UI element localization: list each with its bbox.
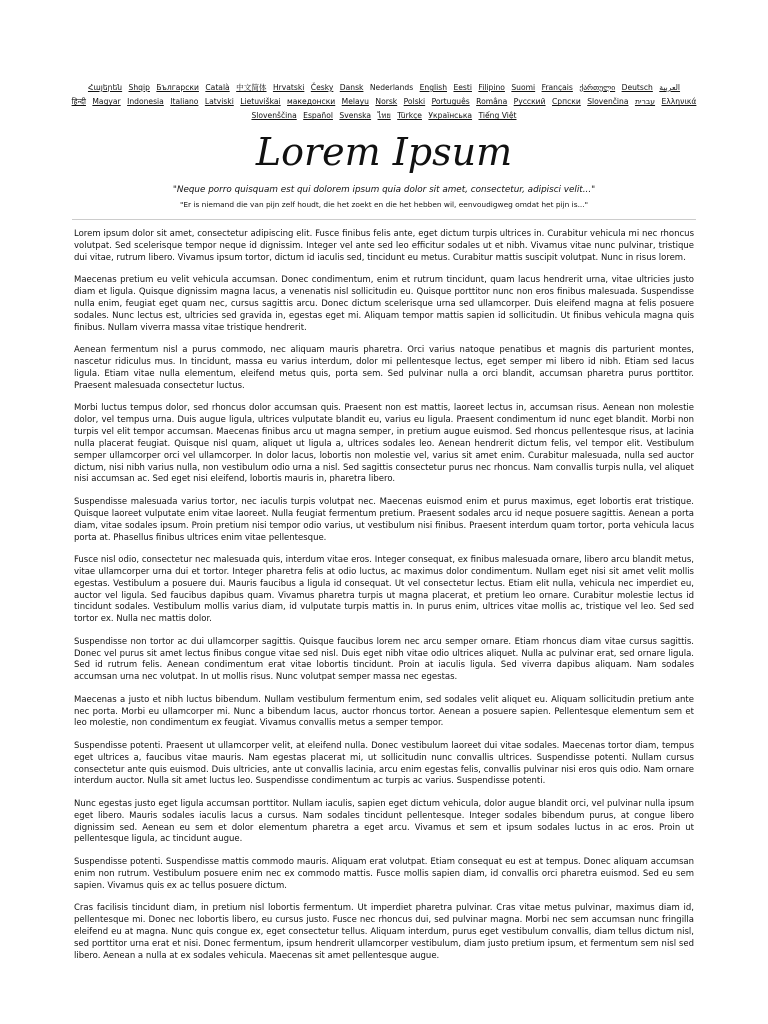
language-link[interactable]: Português	[431, 97, 470, 107]
language-link[interactable]: ‫العربية	[659, 83, 681, 92]
language-link[interactable]: Українська	[428, 111, 473, 121]
language-link[interactable]: Slovenčina	[587, 97, 629, 107]
language-link[interactable]: македонски	[287, 97, 336, 107]
language-link[interactable]: Հայերեն	[87, 83, 123, 92]
language-link[interactable]: Eesti	[453, 83, 472, 92]
language-link[interactable]: Latviski	[204, 97, 234, 107]
language-link[interactable]: Shqip	[128, 83, 150, 92]
lorem-paragraph: Suspendisse non tortor ac dui ullamcorper sagittis. Quisque faucibus lorem nec arcu semper ornare. Etiam rhoncus diam vitae cursus sagittis. Donec vel purus sit amet lectus finibus congue vitae sed nisl. Duis eget nibh vitae odio ultrices aliquet. Nulla ac pulvinar erat, sed ornare ligula. Sed id rutrum felis. Aenean condimentum erat vitae lobortis tincidunt. Proin at iaculis ligula. Sed viverra dapibus aliquam. Nam sodales accumsan urna nec volutpat. In ut mollis risus. Nunc volutpat semper massa nec egestas.	[74, 636, 694, 683]
language-link[interactable]: Français	[541, 83, 573, 92]
lorem-paragraph: Maecenas pretium eu velit vehicula accumsan. Donec condimentum, enim et rutrum tincidunt, quam lacus hendrerit urna, vitae ultricies justo diam et ligula. Quisque dignissim magna lacus, a venenatis nisl sollicitudin eu. Quisque porttitor nunc non eros finibus malesuada. Suspendisse nulla enim, feugiat eget quam nec, cursus sagittis arcu. Donec dictum scelerisque urna sed ullamcorper. Duis eleifend magna at felis posuere sodales. Nunc lectus est, ultricies sed gravida in, egestas eget mi. Aliquam tempor mattis sapien id sollicitudin. Ut finibus vehicula magna quis finibus. Nullam viverra massa vitae tristique hendrerit.	[74, 275, 694, 333]
language-link[interactable]: Türkçe	[397, 111, 422, 121]
language-link[interactable]: ქართული	[579, 83, 616, 92]
language-link[interactable]: Česky	[310, 83, 334, 92]
lorem-paragraph: Morbi luctus tempus dolor, sed rhoncus dolor accumsan quis. Praesent non est mattis, laoreet lectus in, accumsan risus. Aenean non molestie dolor, vel tempus urna. Duis augue ligula, ultrices vulputate blandit eu, varius eu ligula. Praesent condimentum id nunc eget blandit. Morbi non turpis vel elit tempor accumsan. Maecenas finibus arcu ut magna semper, in pretium augue euismod. Sed rhoncus pellentesque risus, at lacinia nulla placerat feugiat. Quisque nisl quam, aliquet ut ligula a, ultrices sodales leo. Aenean hendrerit dictum felis, vel tempor elit. Vestibulum semper ullamcorper orci vel ullamcorper. In dolor lacus, lobortis non molestie vel, varius sit amet enim. Curabitur malesuada, nulla sed auctor dictum, nisi nibh varius nulla, non vestibulum odio urna a nisl. Sed sagittis consectetur purus nec rhoncus. Nam convallis turpis nulla, vel aliquet nisi accumsan ac. Sed eget nisi eleifend, lobortis mauris in, pharetra libero.	[74, 403, 694, 485]
lorem-paragraph: Aenean fermentum nisl a purus commodo, nec aliquam mauris pharetra. Orci varius natoque penatibus et magnis dis parturient montes, nascetur ridiculus mus. In tincidunt, massa eu varius interdum, dolor mi pellentesque lectus, eget semper mi libero id nibh. Etiam sed lacus ligula. Etiam vitae nulla elementum, eleifend metus quis, porta sem. Sed pulvinar nulla a orci blandit, accumsan pharetra purus porttitor. Praesent malesuada consectetur luctus.	[74, 345, 694, 391]
lorem-paragraph: Fusce nisl odio, consectetur nec malesuada quis, interdum vitae eros. Integer consequat, ex finibus malesuada ornare, libero arcu blandit metus, vitae ullamcorper urna dui et tortor. Integer pharetra felis at odio luctus, ac maximus dolor condimentum. Nullam eget nisi sit amet velit mollis egestas. Vestibulum a posuere dui. Mauris faucibus a ligula id consequat. Ut vel consectetur lectus. Etiam elit nulla, vehicula nec imperdiet eu, auctor vel ligula. Sed faucibus dapibus quam. Vivamus pharetra turpis ut magna placerat, et pretium leo ornare. Curabitur molestie lectus id tincidunt sodales. Vestibulum mollis varius diam, id vulputate turpis mattis in. In purus enim, ultrices vitae mollis ac, tristique vel leo. Sed sed tortor ex. Nulla nec mattis dolor.	[74, 554, 694, 625]
lorem-content	[74, 229, 694, 973]
lorem-paragraph: Suspendisse malesuada varius tortor, nec iaculis turpis volutpat nec. Maecenas euismod enim et purus maximus, eget lobortis erat tristique. Quisque laoreet vulputate enim vitae laoreet. Nulla feugiat fermentum pretium. Praesent sodales arcu id neque posuere sagittis. Aenean a porta diam, vitae sodales ipsum. Proin pretium nisi tempor odio varius, ut vestibulum nisi finibus. Praesent interdum quam tortor, porta vehicula lacus porta at. Phasellus finibus ultrices enim vitae pellentesque.	[74, 496, 694, 543]
lorem-paragraph: Maecenas a justo et nibh luctus bibendum. Nullam vestibulum fermentum enim, sed sodales velit aliquet eu. Aliquam sollicitudin pretium ante nec porta. Morbi eu ullamcorper mi. Nunc a bibendum lacus, auctor rhoncus tortor. Aenean a posuere sapien. Pellentesque elementum sem et leo molestie, non condimentum ex feugiat. Vivamus convallis metus a semper tempor.	[74, 694, 694, 729]
language-link[interactable]: Español	[303, 111, 333, 121]
language-link[interactable]: Italiano	[170, 97, 199, 107]
language-link[interactable]: Româna	[476, 97, 508, 107]
language-link[interactable]: Suomi	[511, 83, 536, 92]
language-link[interactable]: Magyar	[92, 97, 121, 107]
language-link[interactable]: Català	[205, 83, 230, 92]
latin-quote: "Neque porro quisquam est qui dolorem ipsum quia dolor sit amet, consectetur, adipisci velit..."	[172, 185, 596, 195]
language-link[interactable]: Български	[156, 83, 199, 92]
page-title: Lorem Ipsum	[255, 130, 513, 174]
language-link[interactable]: Pyccкий	[513, 97, 546, 107]
language-link[interactable]: Melayu	[341, 97, 369, 107]
language-link[interactable]: Deutsch	[621, 83, 653, 92]
language-link[interactable]: Norsk	[375, 97, 398, 107]
language-link[interactable]: ‫עברית	[634, 97, 656, 107]
lorem-paragraph: Suspendisse potenti. Praesent ut ullamcorper velit, at eleifend nulla. Donec vestibulum laoreet dui vitae sodales. Maecenas tortor diam, tempus eget ultrices a, faucibus vitae mauris. Nam egestas placerat mi, ut sollicitudin nunc convallis ultrices. Suspendisse potenti. Nullam cursus consectetur ante quis euismod. Duis ultricies, ante ut convallis lacinia, arcu enim egestas felis, convallis pulvinar nisi eros quis odio. Nam ornare interdum auctor. Nulla sit amet luctus leo. Suspendisse condimentum ac turpis ac varius. Suspendisse potenti.	[74, 740, 694, 787]
quote-translation: "Er is niemand die van pijn zelf houdt, die het zoekt en die het hebben wil, eenvoudigweg omdat het pijn is..."	[179, 200, 589, 209]
lorem-paragraph: Cras facilisis tincidunt diam, in pretium nisl lobortis fermentum. Ut imperdiet pharetra pulvinar. Cras vitae metus pulvinar, maximus diam id, pellentesque mi. Donec nec lobortis libero, eu cursus justo. Fusce nec rhoncus dui, sed pulvinar magna. Morbi nec sem accumsan nunc fringilla eleifend eu at magna. Nunc quis congue ex, eget consectetur tellus. Aliquam interdum, purus eget vestibulum convallis, diam tellus dictum nisl, sed porttitor urna erat et nisi. Donec fermentum, ipsum hendrerit ullamcorper vestibulum, diam justo pretium ipsum, et fermentum sem nisl sed libero. Aenean a nulla at ex sodales vehicula. Maecenas sit amet pellentesque augue.	[74, 902, 694, 961]
language-link[interactable]: ไทย	[377, 111, 391, 121]
language-link[interactable]: English	[419, 83, 448, 92]
lorem-paragraph: Suspendisse potenti. Suspendisse mattis commodo mauris. Aliquam erat volutpat. Etiam consequat eu est at tempus. Donec aliquam accumsan enim non rutrum. Vestibulum posuere enim nec ex commodo mattis. Fusce mollis sapien diam, id convallis orci pharetra euismod. Sed eu sem sapien. Vivamus quis ex ac tellus posuere dictum.	[74, 856, 694, 891]
language-link[interactable]: Tiếng Việt	[478, 111, 517, 121]
language-link[interactable]: 中文简体	[236, 83, 267, 92]
language-link[interactable]: Slovenščina	[251, 111, 297, 121]
language-link[interactable]: Lietuviškai	[240, 97, 281, 107]
language-bar	[66, 81, 702, 124]
language-link[interactable]: Svenska	[339, 111, 372, 121]
lorem-paragraph: Nunc egestas justo eget ligula accumsan porttitor. Nullam iaculis, sapien eget dictum vehicula, dolor augue blandit orci, vel pulvinar nulla ipsum eget libero. Mauris sodales iaculis lacus a cursus. Nam sodales tincidunt pellentesque. Integer sodales bibendum purus, at congue libero dignissim sed. Aenean eu sem et dolor elementum pharetra a eget arcu. Vivamus et sem et ipsum sodales luctus in ac eros. Proin ut pellentesque ligula, ac tincidunt augue.	[74, 798, 694, 845]
language-link[interactable]: Hrvatski	[272, 83, 305, 92]
language-link[interactable]: हिन्दी	[71, 97, 86, 107]
language-link[interactable]: Ελληνικά	[661, 97, 697, 107]
divider	[72, 219, 696, 220]
language-link[interactable]: Filipino	[478, 83, 505, 92]
lorem-paragraph: Lorem ipsum dolor sit amet, consectetur adipiscing elit. Fusce finibus felis ante, eget dictum turpis ultrices in. Curabitur vehicula mi nec rhoncus volutpat. Sed scelerisque tempor neque id dignissim. Integer vel ante sed leo efficitur sodales ut et nibh. Vivamus vitae nunc pulvinar, tristique dui vitae, rutrum libero. Vivamus ipsum tortor, dictum id iaculis sed, tincidunt eu metus. Curabitur mattis suscipit volutpat. Nunc in risus lorem.	[74, 229, 694, 263]
current-language: Nederlands	[369, 83, 414, 92]
language-link[interactable]: Polski	[403, 97, 426, 107]
language-link[interactable]: Indonesia	[127, 97, 164, 107]
language-link[interactable]: Dansk	[339, 83, 364, 92]
language-link[interactable]: Српски	[551, 97, 581, 107]
